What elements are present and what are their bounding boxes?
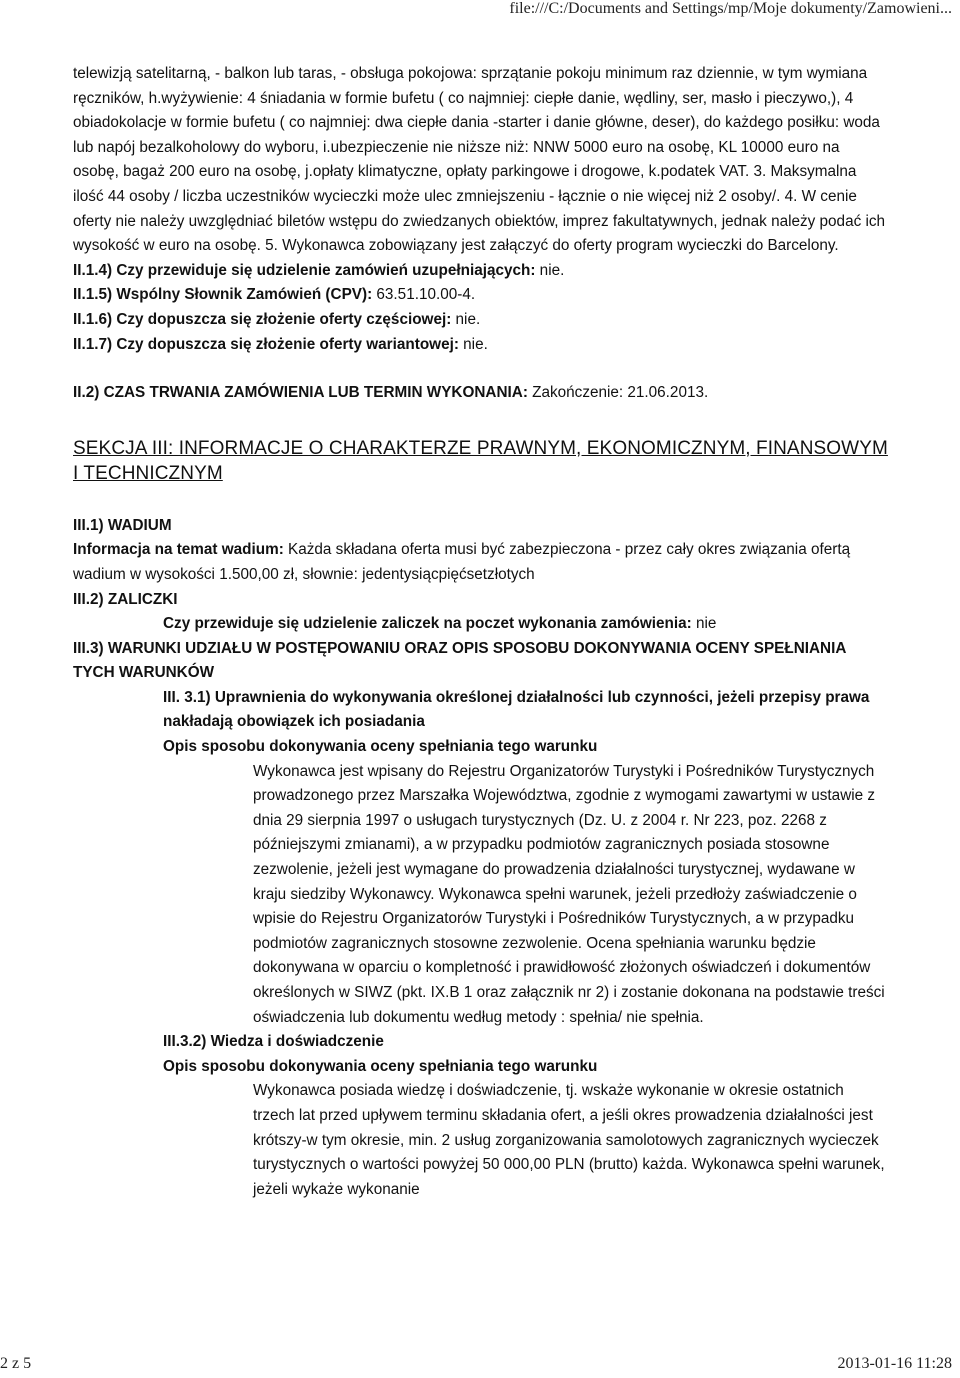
wadium-info [73,538,888,587]
heading-text: III.1) WADIUM [73,516,172,534]
sub2-heading [163,1030,888,1055]
zaliczki-value: nie [691,615,717,633]
sub2-text: Wykonawca posiada wiedzę i doświadczenie, tj. wskaże wykonanie w okresie ostatnich trzech lat przed upływem terminu składania ofert, a jeśli okres prowadzenia działalności jest krótszy-w tym okresie, min. 2 usług zorganizowania samolotowych zagranicznych wycieczek turystycznych o wartości powyżej 50 000,00 PLN (brutto) każda. Wykonawca spełni warunek, jeżeli wykaże wykonanie [253,1082,885,1198]
heading-text: III.2) ZALICZKI [73,590,178,608]
heading-text: III.3.2) Wiedza i doświadczenie [163,1033,384,1051]
sub1-heading [163,686,888,735]
item-ii-1-4 [73,259,888,284]
page-number: 2 z 5 [0,1355,32,1372]
print-datetime: 2013-01-16 11:28 [837,1355,952,1372]
item-label: II.1.7) Czy dopuszcza się złożenie oferty wariantowej: [73,335,459,353]
item-ii-2 [73,381,888,406]
heading-text: Opis sposobu dokonywania oceny spełniania tego warunku [163,738,598,756]
item-value: nie. [451,310,481,328]
item-value: nie. [458,335,488,353]
item-label: II.1.6) Czy dopuszcza się złożenie oferty częściowej: [73,310,452,328]
heading-text: III.3) WARUNKI UDZIAŁU W POSTĘPOWANIU ORAZ OPIS SPOSOBU DOKONYWANIA OCENY SPEŁNIANIA TYCH WARUNKÓW [73,639,846,682]
sub1-text: Wykonawca jest wpisany do Rejestru Organizatorów Turystyki i Pośredników Turystycznych prowadzonego przez Marszałka Województwa, zgodnie z wymogami zawartymi w ustawie z dnia 29 sierpnia 1997 o usługach turystycznych (Dz. U. z 2004 r. Nr 223, poz. 2268 z późniejszymi zmianami), a w przypadku podmiotów zagranicznych posiada stosowne zezwolenie, jeżeli jest wymagane do prowadzenia działalności turystycznej, wydawane w kraju siedziby Wykonawcy. Wykonawca spełni warunek, jeżeli przedłoży zaświadczenie o wpisie do Rejestru Organizatorów Turystyki i Pośredników Turystycznych, a w przypadku podmiotów zagranicznych stosowne zezwolenie. Ocena spełniania warunku będzie dokonywana w oparciu o kompletność i prawidłowość złożonych oświadczeń i dokumentów określonych w SIWZ (pkt. IX.B 1 oraz załącznik nr 2) i zostanie dokonana na podstawie treści oświadczenia lub dokumentu według metody : spełnia/ nie spełnia. [253,762,885,1026]
item-ii-1-7 [73,333,888,358]
item-label: II.1.4) Czy przewiduje się udzielenie zamówień uzupełniających: [73,261,536,279]
warunki-heading [73,637,888,686]
heading-text: Opis sposobu dokonywania oceny spełniania tego warunku [163,1057,598,1075]
spacer [73,357,888,381]
item-ii-1-5 [73,283,888,308]
zaliczki-label: Czy przewiduje się udzielenie zaliczek na poczet wykonania zamówienia: [163,615,692,633]
wadium-value: Każda składana oferta musi być zabezpieczona - przez cały okres związania ofertą wadium w wysokości 1.500,00 zł, słownie: jedentysiącpięćsetzłotych [73,541,851,583]
zaliczki-heading [73,588,888,613]
item-label: II.1.5) Wspólny Słownik Zamówień (CPV): [73,286,373,304]
item-ii-1-6 [73,308,888,333]
sub1-opis [163,735,888,760]
zaliczki-info [163,612,888,637]
item-value: nie. [535,261,565,279]
intro-paragraph: telewizją satelitarną, - balkon lub taras, - obsługa pokojowa: sprzątanie pokoju minimum raz dziennie, w tym wymiana ręczników, h.wyżywienie: 4 śniadania w formie bufetu ( co najmniej: ciepłe danie, wędliny, ser, masło i pieczywo,), 4 obiadokolacje w formie bufetu ( co najmniej: dwa ciepłe dania -starter i danie główne, deser), do każdego posiłku: woda lub napój bezalkoholowy do wyboru, i.ubezpieczenie nie niższe niż: NNW 5000 euro na osobę, KL 10000 euro na osobę, bagaż 200 euro na osobę, j.opłaty klimatyczne, opłaty parkingowe i drogowe, k.podatek VAT. 3. Maksymalna ilość 44 osoby / liczba uczestników wycieczki może ulec zmniejszeniu - łącznie o nie więcej niż 2 osoby/. 4. W cenie oferty nie należy uwzględniać biletów wstępu do zwiedzanych obiektów, imprez fakultatywnych, jednak należy podać ich wysokość w euro na osobę. 5. Wykonawca zobowiązany jest załączyć do oferty program wycieczki do Barcelony. [73,65,886,255]
section-3-title: SEKCJA III: INFORMACJE O CHARAKTERZE PRAWNYM, EKONOMICZNYM, FINANSOWYM I TECHNICZNYM [73,437,888,484]
wadium-label: Informacja na temat wadium: [73,541,284,559]
item-value: Zakończenie: 21.06.2013. [527,384,709,402]
document-body [73,62,888,1202]
wadium-heading [73,514,888,539]
item-value: 63.51.10.00-4. [372,286,476,304]
heading-text: III. 3.1) Uprawnienia do wykonywania określonej działalności lub czynności, jeżeli przepisy prawa nakładają obowiązek ich posiadania [163,688,870,731]
sub2-opis [163,1055,888,1080]
print-header-url: file:///C:/Documents and Settings/mp/Moje dokumenty/Zamowieni... [509,0,952,17]
item-label: II.2) CZAS TRWANIA ZAMÓWIENIA LUB TERMIN WYKONANIA: [73,384,528,402]
